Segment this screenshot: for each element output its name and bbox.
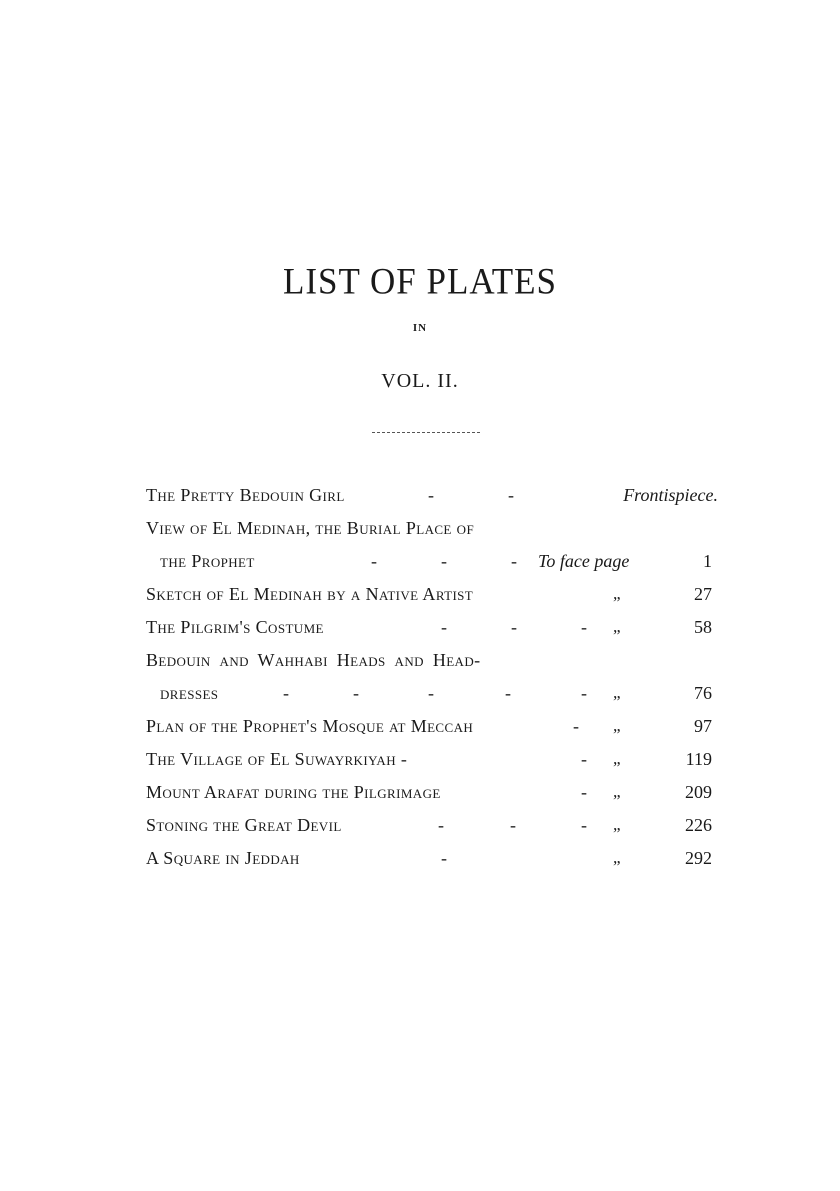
page-number: 1 [703, 551, 712, 571]
plate-title: The Village of El Suwayrkiyah - [146, 749, 408, 769]
leader-dash: - [511, 617, 517, 637]
ditto-mark: „ [613, 584, 621, 603]
leader-dash: - [353, 683, 359, 703]
leader-dash: - [511, 551, 517, 571]
leader-dash: - [581, 749, 587, 769]
list-item [146, 782, 718, 815]
page-number: 97 [694, 716, 712, 736]
ditto-mark: „ [613, 782, 621, 801]
leader-dash: - [438, 815, 444, 835]
ditto-mark: „ [613, 716, 621, 735]
list-item [146, 749, 718, 782]
list-item [146, 518, 718, 551]
plate-title: View of El Medinah, the Burial Place of [146, 518, 475, 538]
page-number: 58 [694, 617, 712, 637]
volume-label: VOL. II. [381, 370, 459, 392]
plate-title: the Prophet [160, 551, 255, 571]
leader-dash: - [581, 617, 587, 637]
ditto-mark: „ [613, 749, 621, 768]
ditto-mark: „ [613, 617, 621, 636]
page-number: 27 [694, 584, 712, 604]
leader-dash: - [371, 551, 377, 571]
list-item [146, 716, 718, 749]
plate-title: Mount Arafat during the Pilgrimage [146, 782, 441, 802]
list-item [146, 485, 718, 518]
ditto-mark: „ [613, 815, 621, 834]
list-item [146, 815, 718, 848]
plate-reference: Frontispiece. [623, 485, 718, 505]
list-item [146, 584, 718, 617]
page-number: 209 [685, 782, 712, 802]
list-item [146, 551, 718, 584]
plate-title: Plan of the Prophet's Mosque at Meccah [146, 716, 474, 736]
plate-title: Stoning the Great Devil [146, 815, 342, 835]
ditto-mark: „ [613, 683, 621, 702]
leader-dash: - [283, 683, 289, 703]
list-item [146, 683, 718, 716]
leader-dash: - [441, 551, 447, 571]
leader-dash: - [441, 617, 447, 637]
leader-dash: - [428, 683, 434, 703]
plate-title: dresses [160, 683, 219, 703]
leader-dash: - [581, 815, 587, 835]
leader-dash: - [573, 716, 579, 736]
list-item [146, 848, 718, 881]
plate-title: The Pilgrim's Costume [146, 617, 324, 637]
plate-title: The Pretty Bedouin Girl [146, 485, 345, 505]
leader-dash: - [581, 683, 587, 703]
page-title: LIST OF PLATES [283, 261, 557, 302]
plate-title: Sketch of El Medinah by a Native Artist [146, 584, 474, 604]
page-number: 119 [685, 749, 712, 769]
ditto-mark: „ [613, 848, 621, 867]
leader-dash: - [508, 485, 514, 505]
leader-dash: - [581, 782, 587, 802]
leader-dash: - [510, 815, 516, 835]
list-item [146, 650, 718, 683]
page-number: 292 [685, 848, 712, 868]
leader-dash: - [428, 485, 434, 505]
plate-title: Bedouin and Wahhabi Heads and Head- [146, 650, 481, 670]
leader-dash: - [441, 848, 447, 868]
subtitle-in: IN [412, 322, 428, 334]
page-number: 226 [685, 815, 712, 835]
plate-title: A Square in Jeddah [146, 848, 300, 868]
decorative-rule [372, 432, 480, 435]
plates-list [146, 485, 718, 881]
leader-dash: - [505, 683, 511, 703]
list-item [146, 617, 718, 650]
page-number: 76 [694, 683, 712, 703]
plate-reference: To face page [538, 551, 630, 571]
